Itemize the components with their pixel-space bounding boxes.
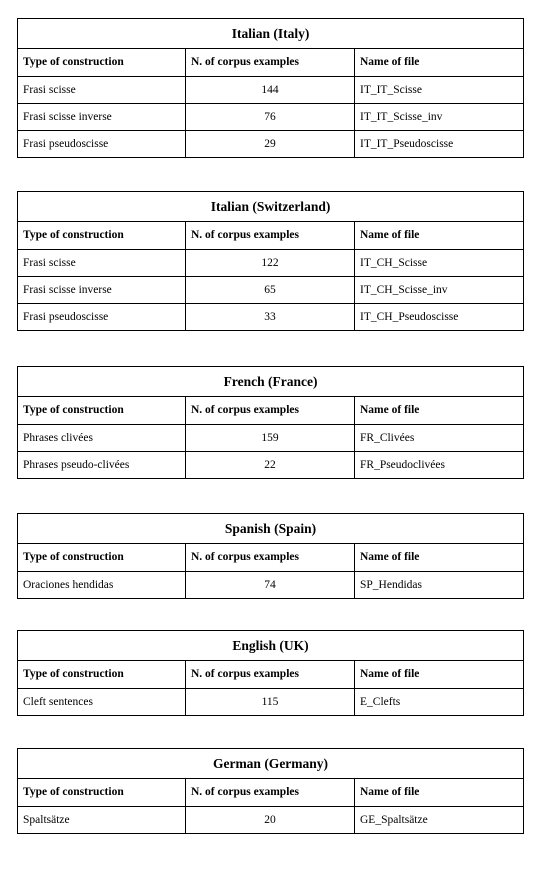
construction-type-cell: Frasi scisse inverse xyxy=(18,104,186,131)
construction-type-cell: Frasi scisse inverse xyxy=(18,277,186,304)
corpus-count-cell: 29 xyxy=(186,131,355,158)
file-name-cell: GE_Spaltsätze xyxy=(355,807,524,834)
table-row xyxy=(18,77,524,104)
header-type-of-construction: Type of construction xyxy=(18,397,186,425)
table-row xyxy=(18,131,524,158)
table-title: French (France) xyxy=(18,367,524,397)
corpus-table xyxy=(17,748,524,834)
table-header-row xyxy=(18,544,524,572)
corpus-table xyxy=(17,513,524,599)
construction-type-cell: Cleft sentences xyxy=(18,689,186,716)
header-file-name: Name of file xyxy=(355,222,524,250)
file-name-cell: IT_CH_Scisse_inv xyxy=(355,277,524,304)
corpus-count-cell: 20 xyxy=(186,807,355,834)
header-file-name: Name of file xyxy=(355,544,524,572)
corpus-count-cell: 115 xyxy=(186,689,355,716)
table-header-row xyxy=(18,397,524,425)
header-file-name: Name of file xyxy=(355,49,524,77)
corpus-count-cell: 74 xyxy=(186,572,355,599)
header-file-name: Name of file xyxy=(355,661,524,689)
header-type-of-construction: Type of construction xyxy=(18,661,186,689)
header-corpus-examples: N. of corpus examples xyxy=(186,222,355,250)
table-title: Spanish (Spain) xyxy=(18,514,524,544)
table-title: German (Germany) xyxy=(18,749,524,779)
header-corpus-examples: N. of corpus examples xyxy=(186,779,355,807)
corpus-count-cell: 122 xyxy=(186,250,355,277)
corpus-count-cell: 33 xyxy=(186,304,355,331)
header-corpus-examples: N. of corpus examples xyxy=(186,49,355,77)
table-row xyxy=(18,277,524,304)
table-header-row xyxy=(18,49,524,77)
header-type-of-construction: Type of construction xyxy=(18,49,186,77)
header-corpus-examples: N. of corpus examples xyxy=(186,397,355,425)
construction-type-cell: Frasi pseudoscisse xyxy=(18,131,186,158)
file-name-cell: IT_IT_Scisse xyxy=(355,77,524,104)
construction-type-cell: Frasi scisse xyxy=(18,77,186,104)
corpus-count-cell: 159 xyxy=(186,425,355,452)
corpus-table xyxy=(17,191,524,331)
table-row xyxy=(18,689,524,716)
header-corpus-examples: N. of corpus examples xyxy=(186,544,355,572)
header-file-name: Name of file xyxy=(355,397,524,425)
corpus-table xyxy=(17,18,524,158)
header-type-of-construction: Type of construction xyxy=(18,222,186,250)
corpus-table xyxy=(17,366,524,479)
table-header-row xyxy=(18,779,524,807)
header-type-of-construction: Type of construction xyxy=(18,779,186,807)
table-row xyxy=(18,304,524,331)
table-row xyxy=(18,807,524,834)
table-row xyxy=(18,250,524,277)
file-name-cell: IT_IT_Scisse_inv xyxy=(355,104,524,131)
header-corpus-examples: N. of corpus examples xyxy=(186,661,355,689)
corpus-count-cell: 22 xyxy=(186,452,355,479)
table-row xyxy=(18,104,524,131)
table-row xyxy=(18,452,524,479)
corpus-count-cell: 144 xyxy=(186,77,355,104)
header-type-of-construction: Type of construction xyxy=(18,544,186,572)
table-row xyxy=(18,425,524,452)
table-title: Italian (Switzerland) xyxy=(18,192,524,222)
table-title: Italian (Italy) xyxy=(18,19,524,49)
header-file-name: Name of file xyxy=(355,779,524,807)
file-name-cell: SP_Hendidas xyxy=(355,572,524,599)
corpus-table xyxy=(17,630,524,716)
construction-type-cell: Frasi pseudoscisse xyxy=(18,304,186,331)
table-title: English (UK) xyxy=(18,631,524,661)
construction-type-cell: Phrases pseudo-clivées xyxy=(18,452,186,479)
corpus-count-cell: 65 xyxy=(186,277,355,304)
construction-type-cell: Spaltsätze xyxy=(18,807,186,834)
file-name-cell: FR_Clivées xyxy=(355,425,524,452)
table-header-row xyxy=(18,661,524,689)
file-name-cell: IT_CH_Scisse xyxy=(355,250,524,277)
file-name-cell: FR_Pseudoclivées xyxy=(355,452,524,479)
construction-type-cell: Oraciones hendidas xyxy=(18,572,186,599)
file-name-cell: IT_CH_Pseudoscisse xyxy=(355,304,524,331)
table-header-row xyxy=(18,222,524,250)
construction-type-cell: Phrases clivées xyxy=(18,425,186,452)
construction-type-cell: Frasi scisse xyxy=(18,250,186,277)
corpus-count-cell: 76 xyxy=(186,104,355,131)
file-name-cell: IT_IT_Pseudoscisse xyxy=(355,131,524,158)
file-name-cell: E_Clefts xyxy=(355,689,524,716)
table-row xyxy=(18,572,524,599)
